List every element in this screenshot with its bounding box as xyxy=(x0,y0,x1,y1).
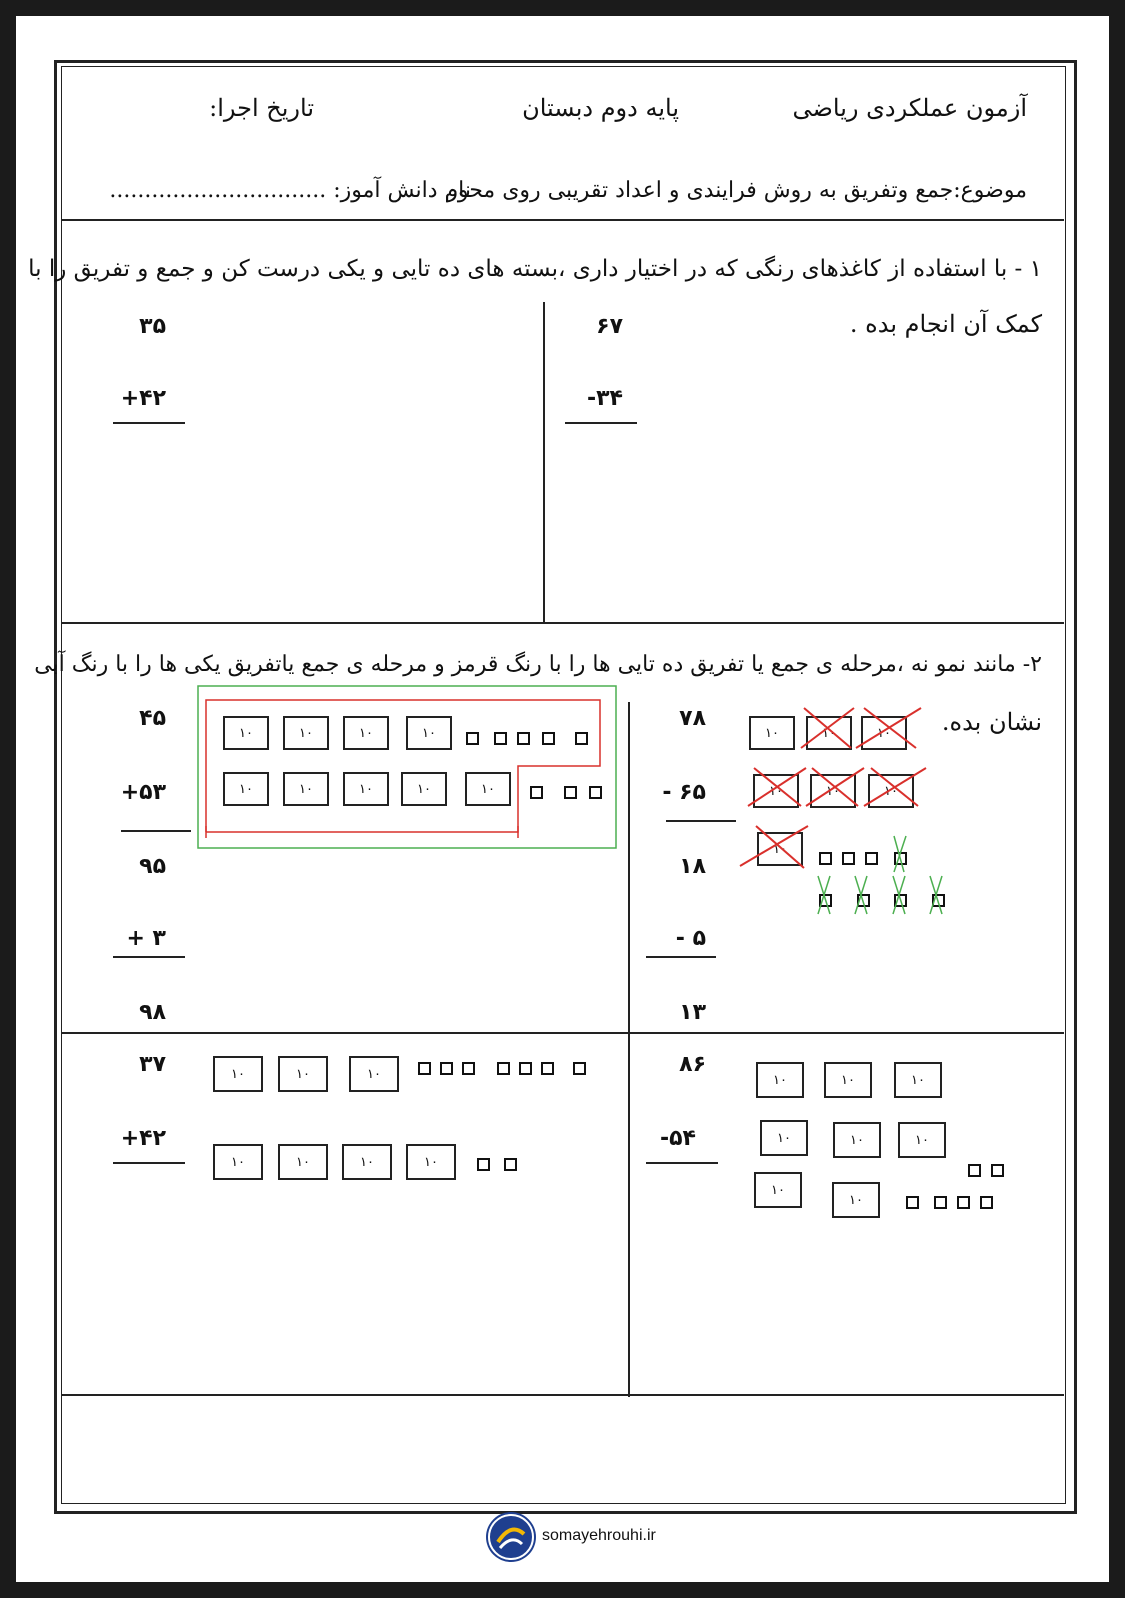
one-square xyxy=(573,1062,586,1075)
ten-block: ۱۰ xyxy=(349,1056,399,1092)
student-name-field: نام دانش آموز: ............................... xyxy=(109,178,471,203)
one-square xyxy=(541,1062,554,1075)
ten-block: ۱۰ xyxy=(283,716,329,750)
q2-divider xyxy=(628,702,630,1397)
ten-block: ۱۰ xyxy=(343,772,389,806)
ex-right-op2: - ۵ xyxy=(675,926,706,951)
one-square xyxy=(517,732,530,745)
ex-right-top: ۷۸ xyxy=(679,706,706,731)
one-square xyxy=(957,1196,970,1209)
one-square xyxy=(494,732,507,745)
topic-label: موضوع:جمع وتفریق به روش فرایندی و اعداد تقریبی روی محور xyxy=(447,178,1027,203)
ten-block: ۱۰ xyxy=(223,772,269,806)
cross-marks xyxy=(736,706,976,926)
p3-left-line xyxy=(113,1162,185,1164)
p3-left-op: +۴۲ xyxy=(120,1126,166,1151)
ten-block: ۱۰ xyxy=(833,1122,881,1158)
footer xyxy=(486,1512,686,1572)
ten-block: ۱۰ xyxy=(824,1062,872,1098)
exam-title: آزمون عملکردی ریاضی xyxy=(792,94,1027,122)
ten-block: ۱۰ xyxy=(343,716,389,750)
q1-right-op: -۳۴ xyxy=(587,386,623,411)
ex-right-line2 xyxy=(646,956,716,958)
example-outline xyxy=(196,684,621,854)
ten-block: ۱۰ xyxy=(861,716,907,750)
one-square xyxy=(906,1196,919,1209)
q1-instruction-line2: کمک آن انجام بده . xyxy=(849,310,1042,338)
ten-block: ۱۰ xyxy=(756,1062,804,1098)
one-square xyxy=(968,1164,981,1177)
ten-block: ۱۰ xyxy=(757,832,803,866)
one-square xyxy=(991,1164,1004,1177)
q1-bottom-divider xyxy=(62,622,1064,624)
one-square xyxy=(477,1158,490,1171)
ex-right-result: ۱۸ xyxy=(679,854,706,879)
one-square xyxy=(466,732,479,745)
one-square xyxy=(440,1062,453,1075)
worksheet-page xyxy=(16,16,1109,1582)
header-divider xyxy=(62,219,1064,221)
ten-block: ۱۰ xyxy=(223,716,269,750)
ex-left-result: ۹۵ xyxy=(139,854,166,879)
q2-instruction-line2: نشان بده. xyxy=(941,708,1042,736)
ex-right-op: - ۶۵ xyxy=(662,780,706,805)
p3-right-op: -۵۴ xyxy=(660,1126,696,1151)
one-square xyxy=(519,1062,532,1075)
q1-left-op: +۴۲ xyxy=(120,386,166,411)
one-square xyxy=(462,1062,475,1075)
ten-block: ۱۰ xyxy=(401,772,447,806)
ten-block: ۱۰ xyxy=(213,1056,263,1092)
one-square xyxy=(418,1062,431,1075)
ten-block: ۱۰ xyxy=(342,1144,392,1180)
ten-block: ۱۰ xyxy=(810,774,856,808)
site-logo-icon xyxy=(486,1512,536,1562)
ten-block: ۱۰ xyxy=(898,1122,946,1158)
ten-block: ۱۰ xyxy=(754,1172,802,1208)
one-square xyxy=(564,786,577,799)
ten-block: ۱۰ xyxy=(465,772,511,806)
grade-label: پایه دوم دبستان xyxy=(522,94,679,122)
ex-right-line1 xyxy=(666,820,736,822)
one-square xyxy=(980,1196,993,1209)
p3-right-line xyxy=(646,1162,718,1164)
ten-block: ۱۰ xyxy=(213,1144,263,1180)
ten-block: ۱۰ xyxy=(278,1056,328,1092)
one-square xyxy=(575,732,588,745)
ten-block: ۱۰ xyxy=(868,774,914,808)
ten-block: ۱۰ xyxy=(749,716,795,750)
one-square xyxy=(589,786,602,799)
ten-block: ۱۰ xyxy=(753,774,799,808)
ten-block: ۱۰ xyxy=(278,1144,328,1180)
site-url[interactable]: somayehrouhi.ir xyxy=(542,1527,656,1544)
ex-right-result2: ۱۳ xyxy=(679,1000,706,1025)
ex-left-line2 xyxy=(113,956,185,958)
q1-left-top: ۳۵ xyxy=(139,314,166,339)
one-square xyxy=(497,1062,510,1075)
q1-right-sum-line xyxy=(565,422,637,424)
q1-right-top: ۶۷ xyxy=(596,314,623,339)
q1-left-sum-line xyxy=(113,422,185,424)
ten-block: ۱۰ xyxy=(832,1182,880,1218)
ex-left-op: +۵۳ xyxy=(120,780,166,805)
ten-block: ۱۰ xyxy=(806,716,852,750)
ex-left-op2: + ۳ xyxy=(126,926,166,951)
q2-bottom-divider xyxy=(62,1394,1064,1396)
p3-left-top: ۳۷ xyxy=(139,1052,166,1077)
ex-left-result2: ۹۸ xyxy=(139,1000,166,1025)
ten-block: ۱۰ xyxy=(283,772,329,806)
q2-mid-divider xyxy=(62,1032,1064,1034)
ex-left-line1 xyxy=(121,830,191,832)
one-square xyxy=(530,786,543,799)
one-square xyxy=(504,1158,517,1171)
ten-block: ۱۰ xyxy=(894,1062,942,1098)
q1-instruction-line1: ۱ - با استفاده از کاغذهای رنگی که در اختیار داری ،بسته های ده تایی و یکی درست کن و جمع و تفریق را با xyxy=(28,256,1042,282)
one-square xyxy=(934,1196,947,1209)
ten-block: ۱۰ xyxy=(760,1120,808,1156)
p3-right-top: ۸۶ xyxy=(679,1052,706,1077)
one-square xyxy=(542,732,555,745)
ex-left-top: ۴۵ xyxy=(139,706,166,731)
date-label: تاریخ اجرا: xyxy=(209,94,314,122)
ten-block: ۱۰ xyxy=(406,716,452,750)
q1-divider xyxy=(543,302,545,622)
ten-block: ۱۰ xyxy=(406,1144,456,1180)
q2-instruction-line1: ۲- مانند نمو نه ،مرحله ی جمع یا تفریق ده تایی ها را با رنگ قرمز و مرحله ی جمع یاتفریق یکی ها را با رنگ آبی xyxy=(34,652,1042,677)
